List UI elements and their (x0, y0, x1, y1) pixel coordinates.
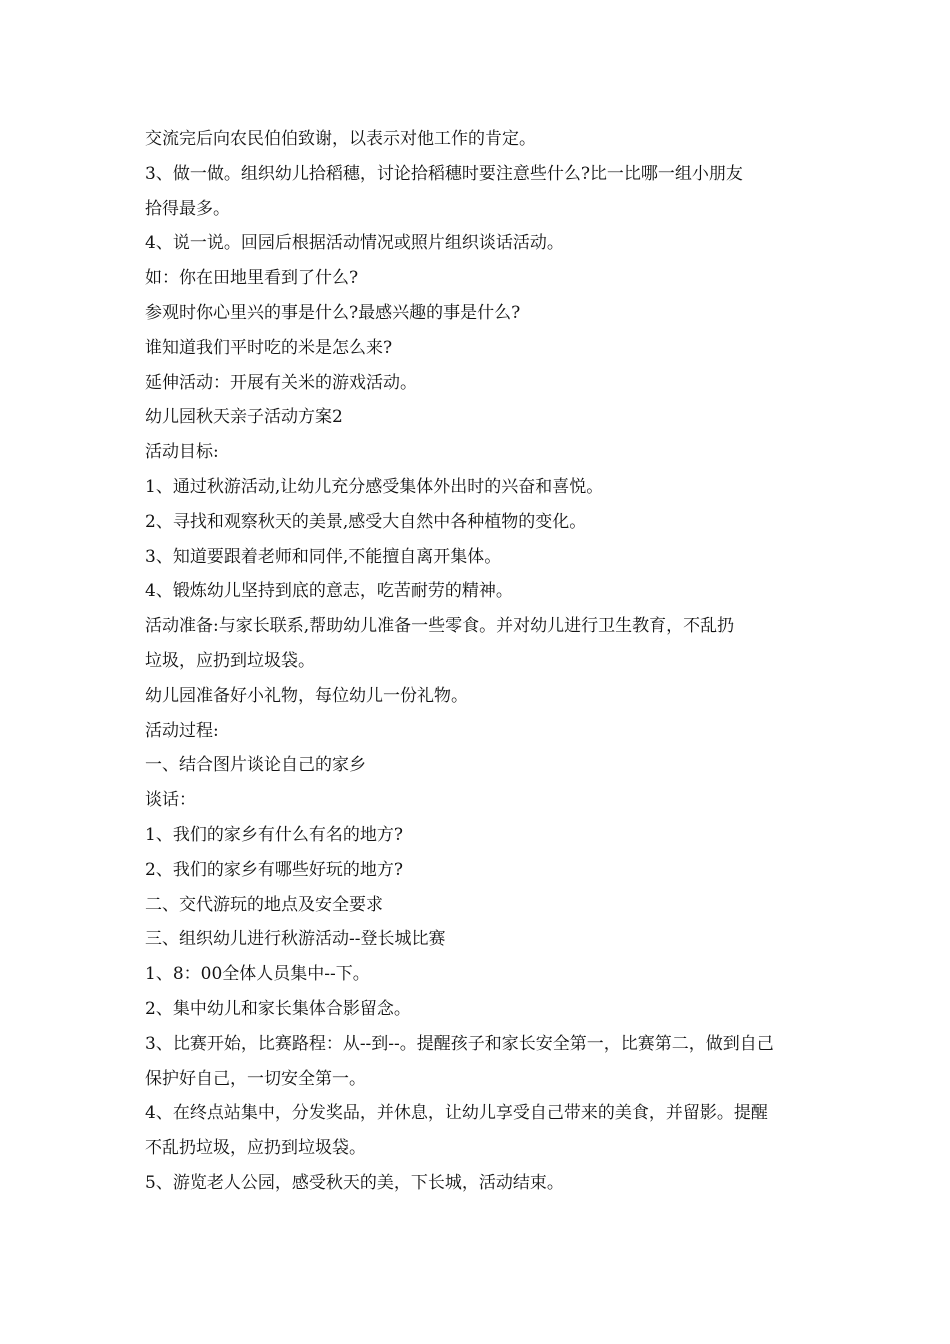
text-line: 参观时你心里兴的事是什么?最感兴趣的事是什么? (145, 302, 521, 323)
text-line: 3、比赛开始，比赛路程：从--到--。提醒孩子和家长安全第一，比赛第二，做到自己 (145, 1033, 774, 1054)
text-line: 3、做一做。组织幼儿拾稻穗，讨论拾稻穗时要注意些什么?比一比哪一组小朋友 (145, 163, 743, 184)
text-line: 交流完后向农民伯伯致谢，以表示对他工作的肯定。 (145, 129, 536, 149)
text-line: 3、知道要跟着老师和同伴,不能擅自离开集体。 (145, 546, 502, 567)
text-line: 延伸活动：开展有关米的游戏活动。 (145, 372, 417, 393)
text-line: 保护好自己，一切安全第一。 (145, 1068, 366, 1089)
text-line: 4、在终点站集中，分发奖品，并休息，让幼儿享受自己带来的美食，并留影。提醒 (145, 1103, 768, 1124)
text-line: 4、说一说。回园后根据活动情况或照片组织谈话活动。 (145, 233, 564, 254)
text-line: 如：你在田地里看到了什么? (145, 268, 359, 289)
document-body (145, 122, 810, 1201)
text-line: 2、集中幼儿和家长集体合影留念。 (145, 998, 411, 1019)
text-line: 2、寻找和观察秋天的美景,感受大自然中各种植物的变化。 (145, 511, 587, 532)
text-line: 1、8：00全体人员集中--下。 (145, 964, 370, 985)
text-line: 2、我们的家乡有哪些好玩的地方? (145, 859, 403, 880)
text-line: 4、锻炼幼儿坚持到底的意志，吃苦耐劳的精神。 (145, 581, 513, 602)
text-line: 二、交代游玩的地点及安全要求 (145, 894, 383, 915)
text-line: 谁知道我们平时吃的米是怎么来? (145, 337, 393, 358)
text-line: 活动过程: (145, 720, 219, 741)
text-line: 幼儿园准备好小礼物，每位幼儿一份礼物。 (145, 685, 468, 706)
text-line: 活动目标: (145, 442, 219, 463)
text-line: 1、我们的家乡有什么有名的地方? (145, 824, 403, 845)
text-line: 活动准备:与家长联系,帮助幼儿准备一些零食。并对幼儿进行卫生教育，不乱扔 (145, 616, 735, 637)
text-line: 垃圾，应扔到垃圾袋。 (145, 650, 315, 671)
text-line: 三、组织幼儿进行秋游活动--登长城比赛 (145, 929, 446, 950)
text-line: 不乱扔垃圾，应扔到垃圾袋。 (145, 1138, 366, 1159)
text-line: 谈话： (145, 790, 196, 811)
text-line: 5、游览老人公园，感受秋天的美，下长城，活动结束。 (145, 1172, 564, 1193)
text-line: 一、结合图片谈论自己的家乡 (145, 755, 366, 776)
text-line: 拾得最多。 (145, 198, 230, 219)
text-line: 1、通过秋游活动,让幼儿充分感受集体外出时的兴奋和喜悦。 (145, 476, 604, 497)
section-title: 幼儿园秋天亲子活动方案2 (145, 407, 343, 428)
